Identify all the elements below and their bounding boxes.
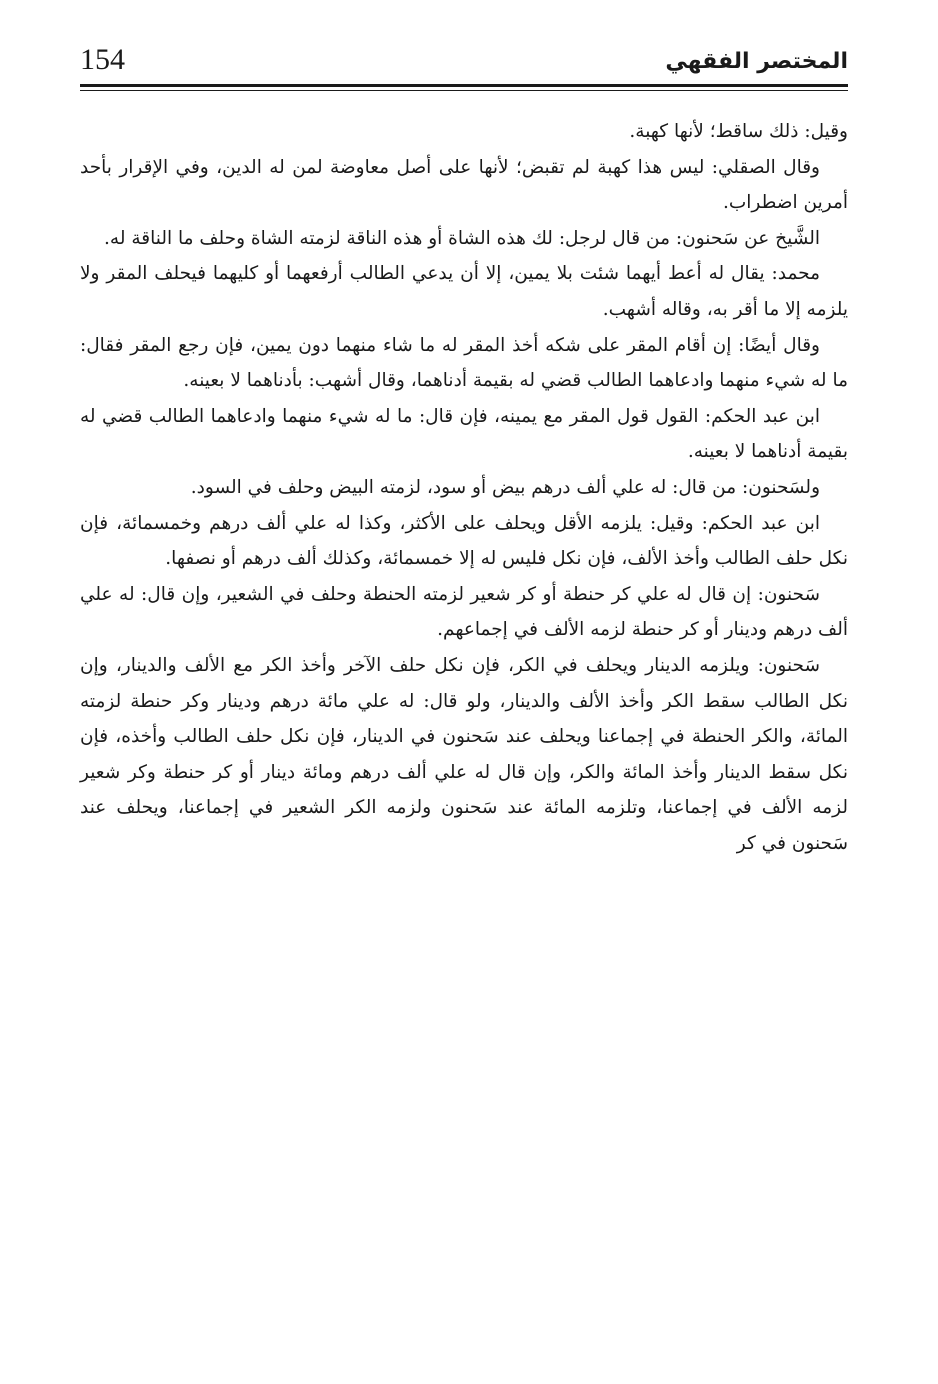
paragraph: وقيل: ذلك ساقط؛ لأنها كهبة. bbox=[629, 121, 848, 142]
paragraph: محمد: يقال له أعط أيهما شئت بلا يمين، إلا أن يدعي الطالب أرفعهما أو كليهما فيحلف المقر ولا يلزمه إلا ما أقر به، وقاله أشهب. bbox=[80, 263, 848, 320]
paragraph: وقال أيضًا: إن أقام المقر على شكه أخذ المقر له ما شاء منهما دون يمين، فإن رجع المقر فقال: ما له شيء منهما وادعاهما الطالب قضي له بقيمة أدناهما، وقال أشهب: بأدناهما لا بعينه. bbox=[80, 334, 848, 392]
paragraph: سَحنون: إن قال له علي كر حنطة أو كر شعير لزمته الحنطة وحلف في الشعير، وإن قال: له علي ألف درهم ودينار أو كر حنطة لزمه الألف في إجماعهم. bbox=[80, 583, 848, 641]
book-title: المختصر الفقهي bbox=[665, 49, 848, 74]
paragraph: الشَّيخ عن سَحنون: من قال لرجل: لك هذه الشاة أو هذه الناقة لزمته الشاة وحلف ما الناقة له. bbox=[104, 227, 820, 249]
page-header bbox=[80, 40, 848, 86]
page-body bbox=[80, 114, 848, 861]
page-number: 154 bbox=[80, 43, 125, 76]
header-rule-thin bbox=[80, 90, 848, 91]
header-rule-thick bbox=[80, 84, 848, 87]
paragraph: ابن عبد الحكم: وقيل: يلزمه الأقل ويحلف على الأكثر، وكذا له علي ألف درهم وخمسمائة، فإن نكل حلف الطالب وأخذ الألف، فإن نكل فليس له إلا خمسمائة، وكذلك ألف درهم أو نصفها. bbox=[80, 512, 848, 570]
paragraph: سَحنون: ويلزمه الدينار ويحلف في الكر، فإن نكل حلف الآخر وأخذ الكر مع الألف والدينار، وإن نكل الطالب سقط الكر وأخذ الألف والدينار، ولو قال: له علي مائة درهم ودينار وكر حنطة لزمته المائة، والكر الحنطة في إجماعنا ويحلف عند سَحنون في الدينار، فإن نكل حلف الطالب وأخذه، فإن نكل سقط الدينار وأخذ المائة والكر، وإن قال له علي ألف درهم ومائة دينار أو كر حنطة وكر شعير لزمه الألف في إجماعنا، وتلزمه المائة عند سَحنون ولزمه الكر الشعير في إجماعنا، ويحلف عند سَحنون في كر bbox=[80, 654, 848, 854]
paragraph: ولسَحنون: من قال: له علي ألف درهم بيض أو سود، لزمته البيض وحلف في السود. bbox=[190, 476, 820, 498]
paragraph: ابن عبد الحكم: القول قول المقر مع يمينه، فإن قال: ما له شيء منهما وادعاهما الطالب قضي له بقيمة أدناهما لا بعينه. bbox=[80, 405, 848, 463]
paragraph: وقال الصقلي: ليس هذا كهبة لم تقبض؛ لأنها على أصل معاوضة لمن له الدين، وفي الإقرار بأحد أمرين اضطراب. bbox=[80, 156, 848, 214]
